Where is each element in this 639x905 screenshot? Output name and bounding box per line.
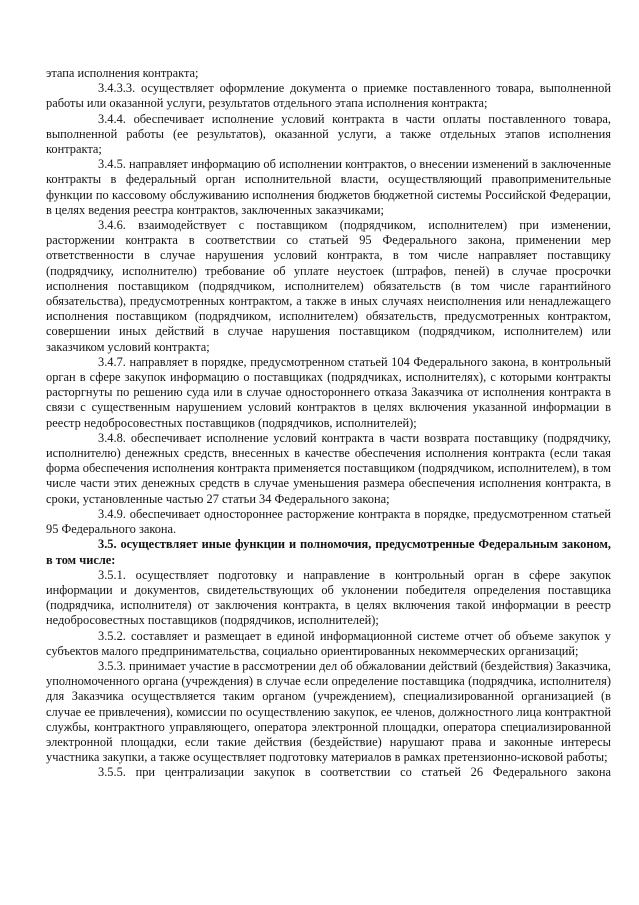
document-paragraph: 3.5.5. при централизации закупок в соответствии со статьей 26 Федерального закона bbox=[98, 765, 611, 780]
document-paragraph: 3.4.3.3. осуществляет оформление документа о приемке поставленного товара, выполненной работы или оказанной услуги, результатов отдельного этапа исполнения контракта; bbox=[46, 81, 611, 111]
document-paragraph: 3.5.2. составляет и размещает в единой информационной системе отчет об объеме закупок у субъектов малого предпринимательства, социально ориентированных некоммерческих организаций; bbox=[46, 628, 611, 658]
document-paragraph: 3.4.7. направляет в порядке, предусмотренном статьей 104 Федерального закона, в контрольный орган в сфере закупок информацию о поставщиках (подрядчиках, исполнителях), с которыми контракты расторгнуты по решению суда или в случае одностороннего отказа Заказчика от исполнения контракта в связи с существенным нарушением условий контрактов в целях включения указанной информации в реестр недобросовестных поставщиков (подрядчиков, исполнителей); bbox=[46, 354, 611, 430]
document-paragraph: этапа исполнения контракта; bbox=[46, 66, 199, 80]
section-heading: 3.5. осуществляет иные функции и полномочия, предусмотренные Федеральным законом, в том числе: bbox=[46, 537, 611, 567]
document-body bbox=[46, 66, 611, 781]
document-paragraph: 3.4.4. обеспечивает исполнение условий контракта в части оплаты поставленного товара, выполненной работы (ее результатов), оказанной услуги, а также отдельных этапов исполнения контракта; bbox=[46, 111, 611, 157]
document-paragraph: 3.4.5. направляет информацию об исполнении контрактов, о внесении изменений в заключенные контракты в федеральный орган исполнительной власти, осуществляющий правоприменительные функции по кассовому обслуживанию исполнения бюджетов бюджетной системы Российской Федерации, в целях ведения реестра контрактов, заключенных заказчиками; bbox=[46, 157, 611, 217]
document-paragraph: 3.4.9. обеспечивает одностороннее расторжение контракта в порядке, предусмотренном статьей 95 Федерального закона. bbox=[46, 506, 611, 537]
document-paragraph: 3.5.3. принимает участие в рассмотрении дел об обжаловании действий (бездействия) Заказчика, уполномоченного органа (учреждения) в случае если определение поставщика (подрядчика, исполнителя) для Заказчика осуществляется таким органом (учреждением), специализированной организацией (в случае ее привлечения), комиссии по осуществлению закупок, ее членов, должностного лица контрактной службы, контрактного управляющего, оператора электронной площадки, оператора специализированной электронной площадки, если такие действия (бездействие) нарушают права и законные интересы участника закупки, а также осуществляет подготовку материалов в рамках претензионно-исковой работы; bbox=[46, 658, 611, 765]
document-paragraph: 3.5.1. осуществляет подготовку и направление в контрольный орган в сфере закупок информации и документов, свидетельствующих об уклонении победителя определения поставщика (подрядчика, исполнителя) от заключения контракта, в целях включения такой информации в реестр недобросовестных поставщиков (подрядчиков, исполнителей); bbox=[46, 567, 611, 628]
document-paragraph: 3.4.6. взаимодействует с поставщиком (подрядчиком, исполнителем) при изменении, расторжении контракта в соответствии со статьей 95 Федерального закона, применении мер ответственности в случае нарушения условий контракта, в том числе направляет поставщику (подрядчику, исполнителю) требование об уплате неустоек (штрафов, пеней) в случае просрочки исполнения поставщиком (подрядчиком, исполнителем) обязательств (в том числе гарантийного обязательства), предусмотренных контрактом, а также в иных случаях неисполнения или ненадлежащего исполнения поставщиком (подрядчиком, исполнителем) обязательств, предусмотренных контрактом, совершении иных действий в случае нарушения поставщиком (подрядчиком, исполнителем) или заказчиком условий контракта; bbox=[46, 218, 611, 354]
document-paragraph: 3.4.8. обеспечивает исполнение условий контракта в части возврата поставщику (подрядчику, исполнителю) денежных средств, внесенных в качестве обеспечения исполнения контракта (если такая форма обеспечения исполнения контракта применяется поставщиком (подрядчиком, исполнителем), в том числе части этих денежных средств в случае уменьшения размера обеспечения исполнения контракта, в сроки, установленные частью 27 статьи 34 Федерального закона; bbox=[46, 430, 611, 506]
